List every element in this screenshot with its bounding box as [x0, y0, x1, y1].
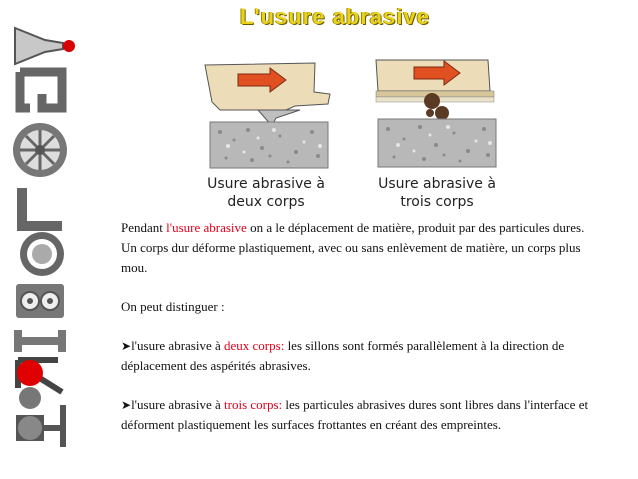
caption-three-body-line2: trois corps [400, 194, 474, 210]
distinguish-paragraph: On peut distinguer : [121, 299, 225, 314]
logo-letter-g [20, 72, 62, 108]
logo-letter-o-wheel [13, 123, 67, 177]
bullet-two-body-end: les sillons sont formés parallèlement à la direction de déplacement des aspérités abrasives. [121, 338, 565, 373]
figure-three-body-abrasion [370, 55, 505, 170]
arrow-bullet-icon: ➤ [121, 339, 132, 353]
logo-letter-i [14, 330, 66, 352]
caption-two-body-line2: deux corps [227, 194, 305, 210]
intro-paragraph [121, 218, 601, 278]
logo-letter-o-ring [20, 232, 64, 276]
page-title: L'usure abrasive [240, 4, 430, 29]
bullet-two-body [121, 336, 601, 376]
bullet-three-body-start: l'usure abrasive à [131, 397, 225, 412]
intro-text-start: Pendant [121, 220, 167, 235]
logo-letter-y [15, 28, 75, 64]
logo-letter-t [16, 387, 66, 447]
bullet-three-body [121, 395, 601, 435]
logo-letter-b [16, 284, 64, 318]
caption-two-body [186, 175, 346, 211]
arrow-bullet-icon: ➤ [121, 398, 132, 412]
bullet-three-body-end: les particules abrasives dures sont libres dans l'interface et déforment plastiquement les surfaces frottantes en créant des empreintes. [121, 397, 589, 432]
caption-two-body-line1: Usure abrasive à [207, 176, 325, 192]
body-text [121, 218, 601, 454]
intro-text-end: on a le déplacement de matière, produit par des particules dures. Un corps dur déforme plastiquement, avec ou sans enlèvement de matière, un corps plus mou. [121, 220, 585, 275]
caption-three-body-line1: Usure abrasive à [378, 176, 496, 192]
bullet-two-body-start: l'usure abrasive à [131, 338, 225, 353]
figure-two-body-abrasion [200, 60, 335, 170]
intro-highlight: l'usure abrasive [166, 220, 247, 235]
bullet-two-body-highlight: deux corps: [224, 338, 285, 353]
logo-letter-r [17, 360, 62, 392]
bullet-three-body-highlight: trois corps: [224, 397, 283, 412]
tribology-logo [0, 0, 100, 479]
logo-letter-l [22, 188, 62, 226]
caption-three-body [357, 175, 517, 211]
